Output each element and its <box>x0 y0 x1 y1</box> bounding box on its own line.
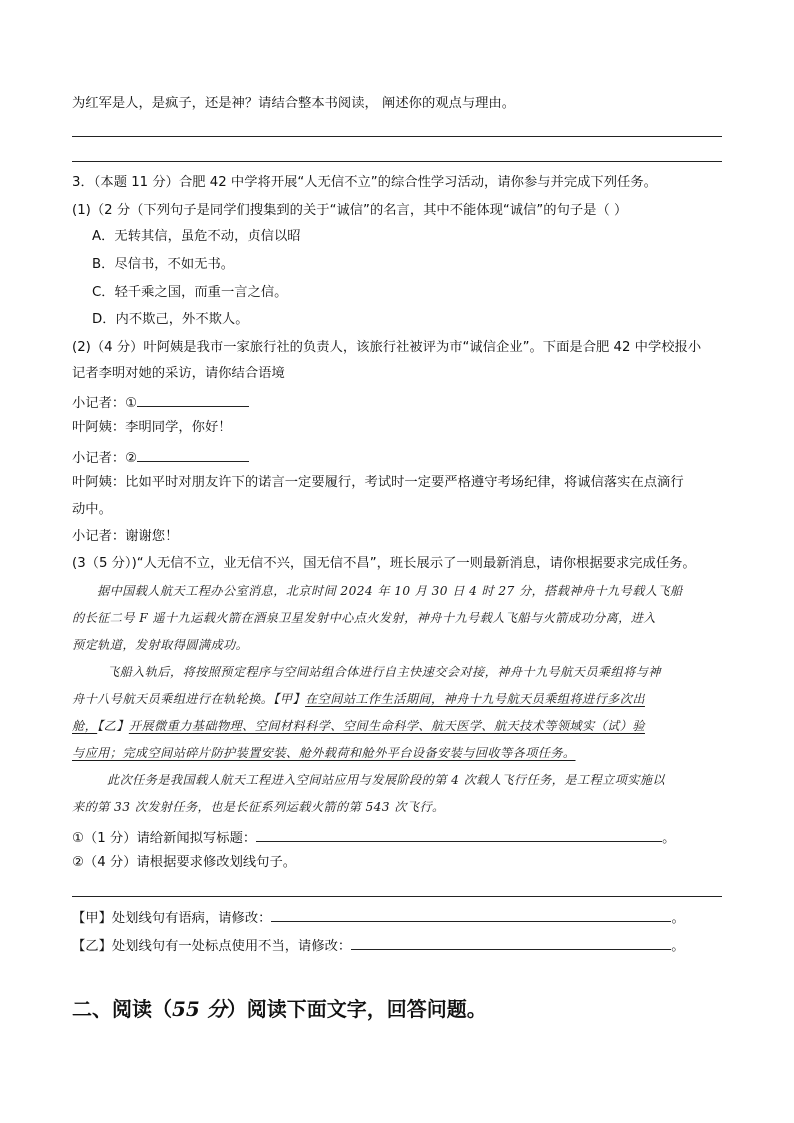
question-3-1-stem: (1)（2 分（下列句子是同学们搜集到的关于“诚信”的名言，其中不能体现“诚信”的句子是（ ） <box>72 203 628 218</box>
underlined-sentence-jia: 在空间站工作生活期间，神舟十九号航天员乘组将进行多次出 <box>305 692 645 706</box>
question-3-stem: 3．（本题 11 分）合肥 42 中学将开展“人无信不立”的综合性学习活动，请你参与并完成下列任务。 <box>72 175 657 190</box>
fix-yi-answer-field[interactable] <box>351 935 671 950</box>
period: 。 <box>671 911 685 926</box>
intro-question-line: 为红军是人，是疯子，还是神？请结合整本书阅读， 阐述你的观点与理由。 <box>72 96 516 111</box>
dialogue-line-ye-1: 叶阿姨：李明同学，你好！ <box>72 420 232 435</box>
marker-yi: 【乙】 <box>97 719 129 733</box>
blank-1-field[interactable] <box>137 392 249 407</box>
section-prefix: 二、阅读（ <box>72 997 172 1021</box>
news-para-1-line-1: 据中国载人航天工程办公室消息，北京时间 2024 年 10 月 30 日 4 时 27 分，搭载神舟十九号载人飞船 <box>97 584 683 598</box>
news-para-1-line-2: 的长征二号 F 遥十九运载火箭在酒泉卫星发射中心点火发射，神舟十九号载人飞船与火箭成功分离，进入 <box>72 611 656 625</box>
section-suffix: ）阅读下面文字，回答问题。 <box>226 997 487 1021</box>
dialogue-line-ye-2a: 叶阿姨：比如平时对朋友许下的诺言一定要履行，考试时一定要严格遵守考场纪律，将诚信落实在点滴行 <box>72 475 684 490</box>
answer-line <box>72 896 722 897</box>
dialogue-line-reporter-3: 小记者：谢谢您！ <box>72 529 179 544</box>
underlined-sentence-yi-end: 与应用；完成空间站碎片防护装置安装、舱外载荷和舱外平台设备安装与回收等各项任务。 <box>72 746 576 760</box>
fix-yi-line <box>72 935 685 956</box>
section-2-heading <box>72 996 487 1022</box>
task-1-line <box>72 827 675 848</box>
fix-yi-label: 【乙】处划线句有一处标点使用不当，请修改： <box>72 939 352 954</box>
dialogue-line-reporter-1 <box>72 392 249 413</box>
fix-jia-answer-field[interactable] <box>271 907 671 922</box>
task-1-label: ①（1 分）请给新闻拟写标题： <box>72 831 257 846</box>
fix-jia-line <box>72 907 685 928</box>
option-c: C．轻千乘之国，而重一言之信。 <box>92 285 288 300</box>
dialogue-line-ye-2b: 动中。 <box>72 502 112 517</box>
news-para-1-line-3: 预定轨道，发射取得圆满成功。 <box>72 638 249 652</box>
dialogue-text: 小记者：② <box>72 451 138 466</box>
dialogue-line-reporter-2 <box>72 447 249 468</box>
news-para-2-line-3 <box>72 717 645 735</box>
underlined-sentence-jia-end: 舱， <box>72 719 98 733</box>
headline-answer-field[interactable] <box>256 827 662 842</box>
question-3-2-stem-line2: 记者李明对她的采访，请你结合语境 <box>72 366 285 381</box>
underlined-sentence-yi: 开展微重力基础物理、空间材料科学、空间生命科学、航天医学、航天技术等领域实（试）验 <box>128 719 645 733</box>
section-score: 55 分 <box>172 997 227 1021</box>
news-para-2-line-4 <box>72 744 576 762</box>
news-para-3-line-2: 来的第 33 次发射任务，也是长征系列运载火箭的第 543 次飞行。 <box>72 800 445 814</box>
period: 。 <box>662 831 676 846</box>
news-text: 舟十八号航天员乘组进行在轨轮换。【甲】 <box>72 692 306 706</box>
period: 。 <box>671 939 685 954</box>
option-a: A．无转其信，虽危不动，贞信以昭 <box>92 229 301 244</box>
answer-line <box>72 161 722 162</box>
task-2-line: ②（4 分）请根据要求修改划线句子。 <box>72 855 297 870</box>
option-d: D．内不欺己，外不欺人。 <box>92 312 249 327</box>
news-para-2-line-1: 飞船入轨后，将按照预定程序与空间站组合体进行自主快速交会对接，神舟十九号航天员乘组将与神 <box>107 665 661 679</box>
blank-2-field[interactable] <box>137 447 249 462</box>
fix-jia-label: 【甲】处划线句有语病，请修改： <box>72 911 272 926</box>
news-para-3-line-1: 此次任务是我国载人航天工程进入空间站应用与发展阶段的第 4 次载人飞行任务，是工程立项实施以 <box>107 773 665 787</box>
question-3-3-stem: (3（5 分）)“人无信不立，业无信不兴，国无信不昌”，班长展示了一则最新消息，请你根据要求完成任务。 <box>72 556 696 571</box>
question-3-2-stem-line1: (2)（4 分）叶阿姨是我市一家旅行社的负责人，该旅行社被评为市“诚信企业”。下面是合肥 42 中学校报小 <box>72 340 702 355</box>
answer-line <box>72 136 722 137</box>
dialogue-text: 小记者：① <box>72 396 138 411</box>
news-para-2-line-2 <box>72 690 645 708</box>
option-b: B．尽信书，不如无书。 <box>92 257 235 272</box>
